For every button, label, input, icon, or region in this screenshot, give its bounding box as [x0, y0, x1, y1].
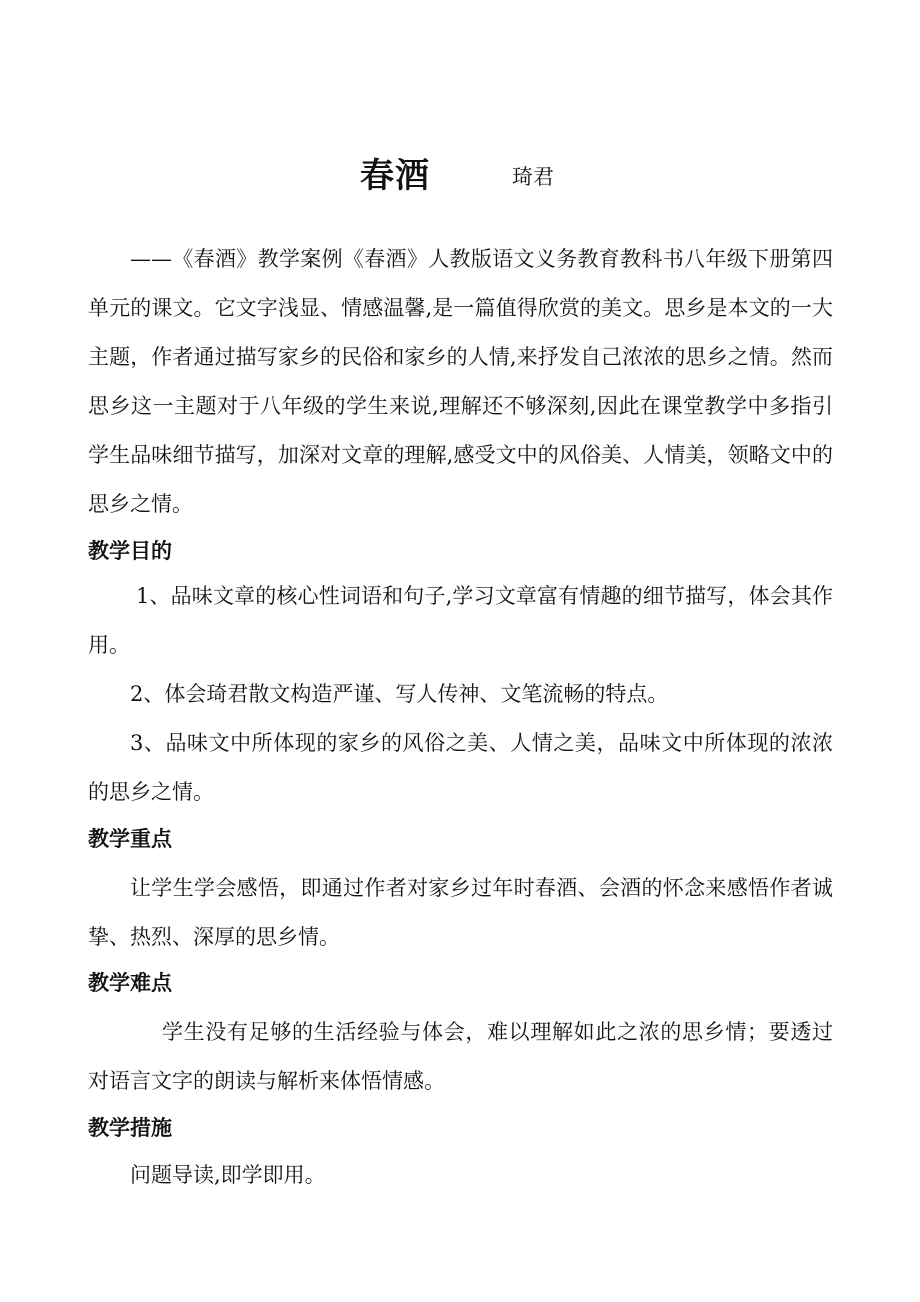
heading-key-points: 教学重点: [88, 826, 172, 851]
document-author: 琦君: [512, 165, 554, 189]
intro-paragraph: ——《春酒》教学案例《春酒》人教版语文义务教育教科书八年级下册第四单元的课文。它文字浅显、情感温馨,是一篇值得欣赏的美文。思乡是本文的一大主题，作者通过描写家乡的民俗和家乡的人情,来抒发自己浓浓的思乡之情。然而思乡这一主题对于八年级的学生来说,理解还不够深刻,因此在课堂教学中多指引学生品味细节描写，加深对文章的理解,感受文中的风俗美、人情美，领略文中的思乡之情。: [88, 247, 833, 516]
heading-difficulties: 教学难点: [88, 970, 172, 995]
goal-item-3: 3、品味文中所体现的家乡的风俗之美、人情之美，品味文中所体现的浓浓的思乡之情。: [88, 731, 833, 804]
title-row: [0, 148, 920, 198]
measures-paragraph: 问题导读,即学即用。: [130, 1163, 326, 1187]
key-points-paragraph: 让学生学会感悟，即通过作者对家乡过年时春酒、会酒的怀念来感悟作者诚挚、热烈、深厚的思乡情。: [88, 876, 833, 949]
goal-item-1: 1、品味文章的核心性词语和句子,学习文章富有情趣的细节描写，体会其作用。: [88, 584, 833, 657]
heading-goals: 教学目的: [88, 538, 172, 563]
difficulties-paragraph: 学生没有足够的生活经验与体会，难以理解如此之浓的思乡情；要透过对语言文字的朗读与解析来体悟情感。: [88, 1020, 833, 1093]
document-title: 春酒: [360, 156, 430, 196]
goal-item-2: 2、体会琦君散文构造严谨、写人传神、文笔流畅的特点。: [130, 682, 669, 706]
heading-measures: 教学措施: [88, 1115, 172, 1140]
